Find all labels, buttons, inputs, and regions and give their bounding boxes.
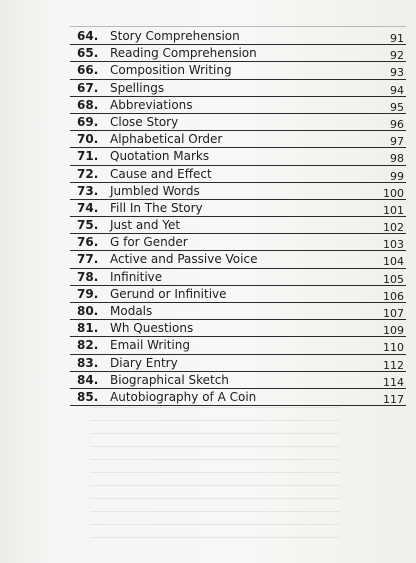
- toc-entry-number: 73.: [77, 183, 99, 198]
- toc-row: [70, 355, 406, 372]
- toc-entry-page-number: 93: [390, 66, 404, 80]
- toc-entry-page-number: 94: [390, 83, 404, 97]
- toc-entry-page-number: 95: [390, 100, 404, 114]
- toc-entry-page-number: 97: [390, 135, 404, 149]
- toc-entry-title: Diary Entry: [110, 355, 178, 370]
- toc-entry-number: 77.: [77, 252, 99, 267]
- toc-row: [70, 45, 406, 62]
- toc-row: [70, 183, 406, 200]
- toc-entry-title: Wh Questions: [110, 321, 194, 336]
- toc-entry-page-number: 92: [390, 49, 404, 63]
- toc-entry-page-number: 96: [390, 117, 404, 131]
- toc-entry-number: 79.: [77, 286, 99, 301]
- toc-row: [70, 234, 406, 251]
- toc-entry-number: 71.: [77, 149, 99, 164]
- toc-entry-title: Active and Passive Voice: [110, 252, 258, 267]
- toc-entry-page-number: 99: [390, 169, 404, 183]
- toc-entry-page-number: 109: [383, 324, 404, 338]
- toc-entry-title: Quotation Marks: [110, 149, 210, 164]
- toc-row: [70, 320, 406, 337]
- toc-entry-page-number: 112: [383, 358, 404, 372]
- toc-entry-title: Spellings: [110, 80, 165, 95]
- toc-entry-number: 84.: [77, 372, 99, 387]
- toc-row: [70, 131, 406, 148]
- toc-row: [70, 200, 406, 217]
- toc-entry-title: Composition Writing: [110, 63, 232, 78]
- toc-entry-number: 74.: [77, 200, 99, 215]
- toc-entry-number: 66.: [77, 63, 99, 78]
- toc-row: [70, 80, 406, 97]
- toc-entry-page-number: 98: [390, 152, 404, 166]
- toc-entry-page-number: 91: [390, 32, 404, 45]
- top-rule: [70, 26, 406, 27]
- toc-row: [70, 286, 406, 303]
- toc-row: [70, 166, 406, 183]
- toc-entry-title: Email Writing: [110, 338, 190, 353]
- toc-entry-title: Infinitive: [110, 269, 163, 284]
- toc-entry-title: Autobiography of A Coin: [110, 389, 257, 404]
- toc-entry-number: 69.: [77, 114, 99, 129]
- toc-entry-number: 72.: [77, 166, 99, 181]
- toc-entry-number: 83.: [77, 355, 99, 370]
- toc-entry-title: Reading Comprehension: [110, 46, 257, 61]
- toc-row: [70, 372, 406, 389]
- toc-entry-page-number: 117: [383, 392, 404, 406]
- toc-entry-title: Gerund or Infinitive: [110, 286, 227, 301]
- toc-entry-title: Jumbled Words: [110, 183, 200, 198]
- toc-entry-title: Cause and Effect: [110, 166, 212, 181]
- toc-entry-number: 75.: [77, 218, 99, 233]
- toc-entry-page-number: 105: [383, 272, 404, 286]
- toc-row: [70, 337, 406, 354]
- toc-entry-page-number: 114: [383, 375, 404, 389]
- toc-entry-number: 70.: [77, 132, 99, 147]
- toc-entry-title: Story Comprehension: [110, 29, 240, 43]
- toc-entry-title: Modals: [110, 304, 153, 318]
- toc-entry-page-number: 106: [383, 289, 404, 303]
- toc-row: [70, 148, 406, 165]
- toc-entry-number: 80.: [77, 304, 99, 318]
- toc-entry-page-number: 110: [383, 341, 404, 355]
- toc-entry-page-number: 104: [383, 255, 404, 269]
- toc-row: [70, 62, 406, 79]
- toc-row: [70, 303, 406, 320]
- toc-entry-number: 85.: [77, 389, 99, 404]
- toc-row: [70, 269, 406, 286]
- toc-row: [70, 114, 406, 131]
- toc-entry-number: 78.: [77, 269, 99, 284]
- toc-entry-page-number: 107: [383, 307, 404, 320]
- toc-entry-title: Abbreviations: [110, 97, 193, 112]
- toc-row: [70, 28, 406, 45]
- toc-entry-page-number: 101: [383, 203, 404, 217]
- toc-entry-number: 81.: [77, 321, 99, 336]
- bleed-through-shadow: [90, 395, 340, 545]
- toc-entry-title: Alphabetical Order: [110, 132, 223, 147]
- table-of-contents: [70, 28, 406, 406]
- toc-entry-number: 67.: [77, 80, 99, 95]
- toc-row: [70, 251, 406, 268]
- toc-entry-number: 64.: [77, 29, 99, 43]
- toc-entry-title: Just and Yet: [110, 218, 181, 233]
- toc-entry-title: G for Gender: [110, 235, 188, 250]
- toc-entry-number: 76.: [77, 235, 99, 250]
- toc-entry-number: 65.: [77, 46, 99, 61]
- toc-entry-page-number: 103: [383, 238, 404, 252]
- toc-row: [70, 97, 406, 114]
- toc-entry-number: 82.: [77, 338, 99, 353]
- toc-entry-page-number: 100: [383, 186, 404, 200]
- toc-entry-title: Fill In The Story: [110, 200, 203, 215]
- toc-entry-number: 68.: [77, 97, 99, 112]
- toc-row: [70, 217, 406, 234]
- toc-entry-page-number: 102: [383, 221, 404, 235]
- toc-entry-title: Close Story: [110, 114, 179, 129]
- toc-entry-title: Biographical Sketch: [110, 372, 229, 387]
